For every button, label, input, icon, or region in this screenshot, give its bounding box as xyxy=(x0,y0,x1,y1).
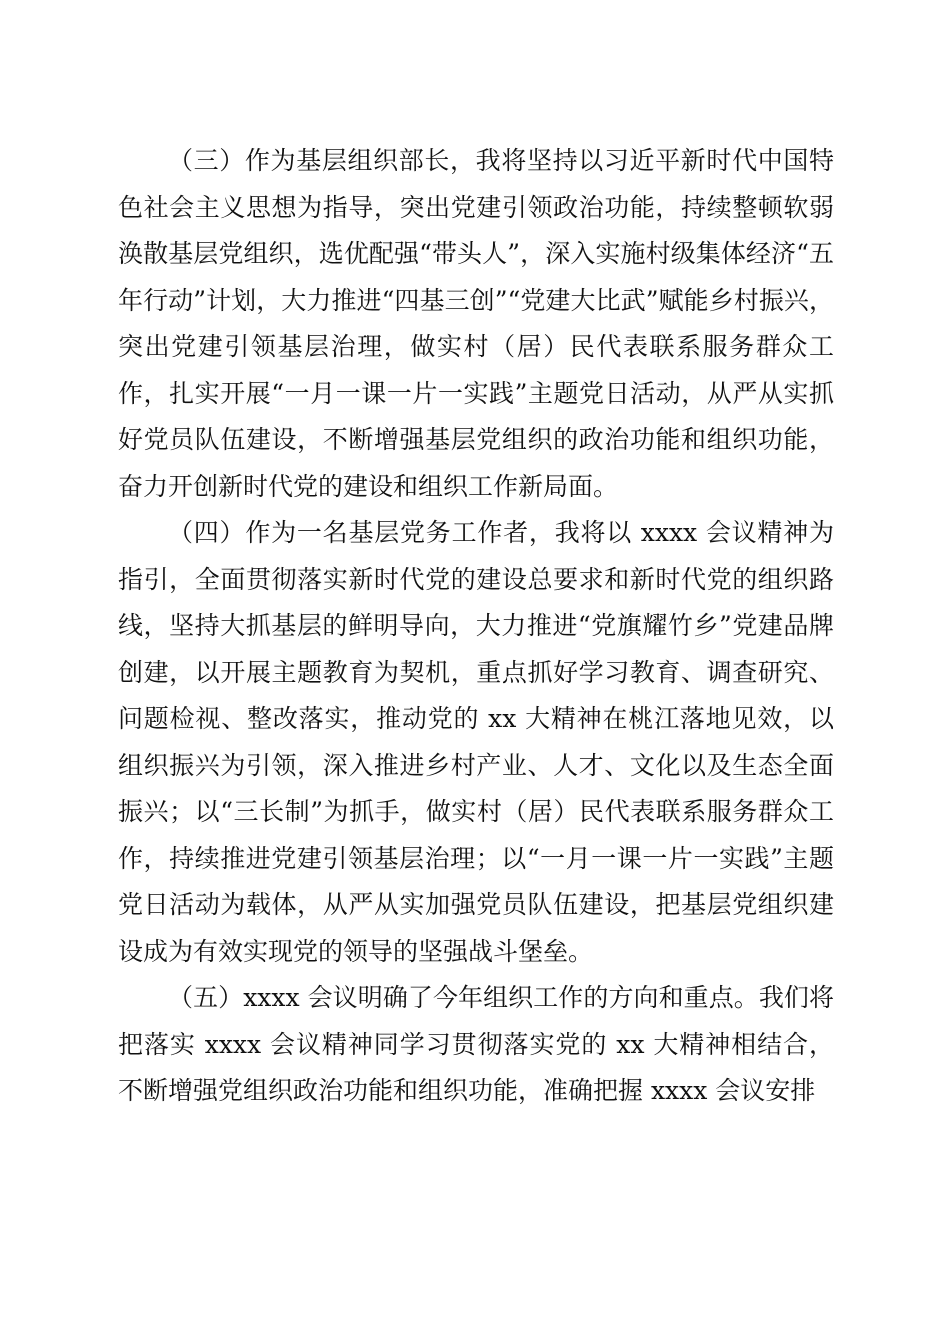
paragraph-four: （四）作为一名基层党务工作者，我将以 xxxx 会议精神为指引，全面贯彻落实新时代党的建设总要求和新时代党的组织路线，坚持大抓基层的鲜明导向，大力推进“党旗耀竹乡”党建品牌创建，以开展主题教育为契机，重点抓好学习教育、调查研究、问题检视、整改落实，推动党的 xx 大精神在桃江落地见效，以组织振兴为引领，深入推进乡村产业、人才、文化以及生态全面振兴；以“三长制”为抓手，做实村（居）民代表联系服务群众工作，持续推进党建引领基层治理；以“一月一课一片一实践”主题党日活动为载体，从严从实加强党员队伍建设，把基层党组织建设成为有效实现党的领导的坚强战斗堡垒。 xyxy=(118,518,834,966)
paragraph-five: （五）xxxx 会议明确了今年组织工作的方向和重点。我们将把落实 xxxx 会议精神同学习贯彻落实党的 xx 大精神相结合，不断增强党组织政治功能和组织功能，准确把握 xxxx 会议安排 xyxy=(118,983,834,1105)
document-body xyxy=(118,138,834,1115)
paragraph-three: （三）作为基层组织部长，我将坚持以习近平新时代中国特色社会主义思想为指导，突出党建引领政治功能，持续整顿软弱涣散基层党组织，选优配强“带头人”，深入实施村级集体经济“五年行动”计划，大力推进“四基三创”“党建大比武”赋能乡村振兴，突出党建引领基层治理，做实村（居）民代表联系服务群众工作，扎实开展“一月一课一片一实践”主题党日活动，从严从实抓好党员队伍建设，不断增强基层党组织的政治功能和组织功能，奋力开创新时代党的建设和组织工作新局面。 xyxy=(118,146,834,501)
